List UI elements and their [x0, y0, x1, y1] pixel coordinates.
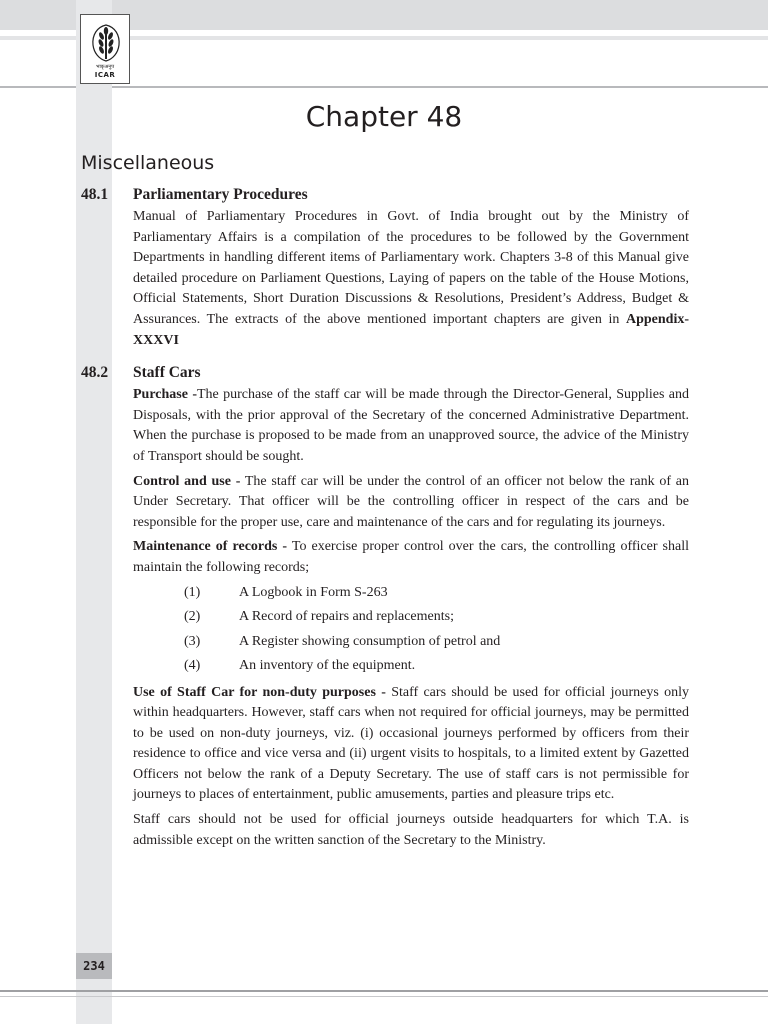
list-item [0, 607, 768, 632]
nonduty-paragraph [133, 683, 689, 807]
logo-text: ICAR [94, 71, 116, 79]
final-paragraph: Staff cars should not be used for official journeys outside headquarters for which T.A. is admissible except on the written sanction of the Secretary to the Ministry. [133, 812, 689, 848]
logo-hindi-text: भाकृअनुप [95, 64, 115, 70]
page-number: 234 [83, 959, 105, 973]
header-divider [0, 86, 768, 88]
paragraph-text: Manual of Parliamentary Procedures in Govt. of India brought out by the Ministry of Parliamentary Affairs is a compilation of the procedures to be followed by the Government Departments in handling different items of Parliamentary work. Chapters 3-8 of this Manual give detailed procedure on Parliament Questions, Laying of papers on the table of the House Motions, Official Statements, Short Duration Discussions & Resolutions, President’s Address, Budget & Assurances. The extracts of the above mentioned important chapters are given in [133, 209, 689, 327]
records-text: To exercise proper control over the cars, the controlling officer shall maintain the following records; [133, 539, 689, 575]
list-item-number: (2) [184, 609, 201, 624]
list-item-text: An inventory of the equipment. [239, 658, 416, 673]
footer-rule-thin [0, 996, 768, 997]
list-item-text: A Register showing consumption of petrol and [239, 633, 501, 649]
records-paragraph [133, 537, 689, 578]
purchase-label: Purchase - [133, 387, 197, 403]
list-item-text: A Record of repairs and replacements; [239, 609, 454, 624]
nonduty-label: Use of Staff Car for non-duty purposes - [133, 684, 386, 700]
page-number-box [76, 953, 112, 979]
records-list [0, 583, 768, 681]
list-item-number: (1) [184, 584, 201, 600]
section-number: 48.1 [81, 186, 109, 203]
section-heading-48-1 [0, 183, 768, 207]
control-label: Control and use - [133, 473, 241, 489]
section-heading-48-2 [0, 361, 768, 385]
purchase-text: The purchase of the staff car will be made through the Director-General, Supplies and Disposals, with the prior approval of the Secretary of the concerned Administrative Department. When the purchase is proposed to be made from an unapproved source, the advice of the Ministry of Transport should be sought. [133, 387, 690, 464]
list-item [0, 632, 768, 657]
appendix-reference: Appendix-XXXVI [133, 311, 689, 348]
purchase-paragraph [133, 385, 689, 467]
section-heading-title: Parliamentary Procedures [133, 186, 308, 203]
list-item-number: (3) [184, 633, 201, 649]
list-item-number: (4) [184, 658, 201, 673]
list-item [0, 656, 768, 681]
document-body [0, 183, 768, 855]
control-text: The staff car will be under the control of an officer not below the rank of an Under Secretary. That officer will be the controlling officer in respect of the cars and be responsible for the proper use, care and maintenance of the cars and for regulating its journeys. [133, 473, 689, 530]
nonduty-text: Staff cars should be used for official journeys only within headquarters. However, staff cars when not required for official journeys, may be permitted to be used on non-duty journeys, viz. (i) occasional journeys performed by officers from their residence to office and vice versa and (ii) urgent visits to hospitals, to a limited extent by Gazetted Officers not below the rank of a Deputy Secretary. The use of staff cars is not permissible for journeys to places of entertainment, public amusements, parties and pleasure trips etc. [133, 684, 689, 803]
section-heading-title: Staff Cars [133, 364, 201, 382]
icar-logo [80, 14, 130, 84]
section-title: Miscellaneous [81, 152, 215, 174]
wheat-emblem-icon [87, 21, 125, 63]
control-paragraph [133, 472, 689, 534]
chapter-title: Chapter 48 [305, 100, 463, 133]
list-item [0, 583, 768, 608]
records-label: Maintenance of records - [133, 539, 288, 555]
parliamentary-procedures-paragraph [133, 207, 689, 351]
section-number: 48.2 [81, 364, 109, 382]
list-item-text: A Logbook in Form S-263 [239, 584, 388, 600]
footer-rule [0, 990, 768, 992]
